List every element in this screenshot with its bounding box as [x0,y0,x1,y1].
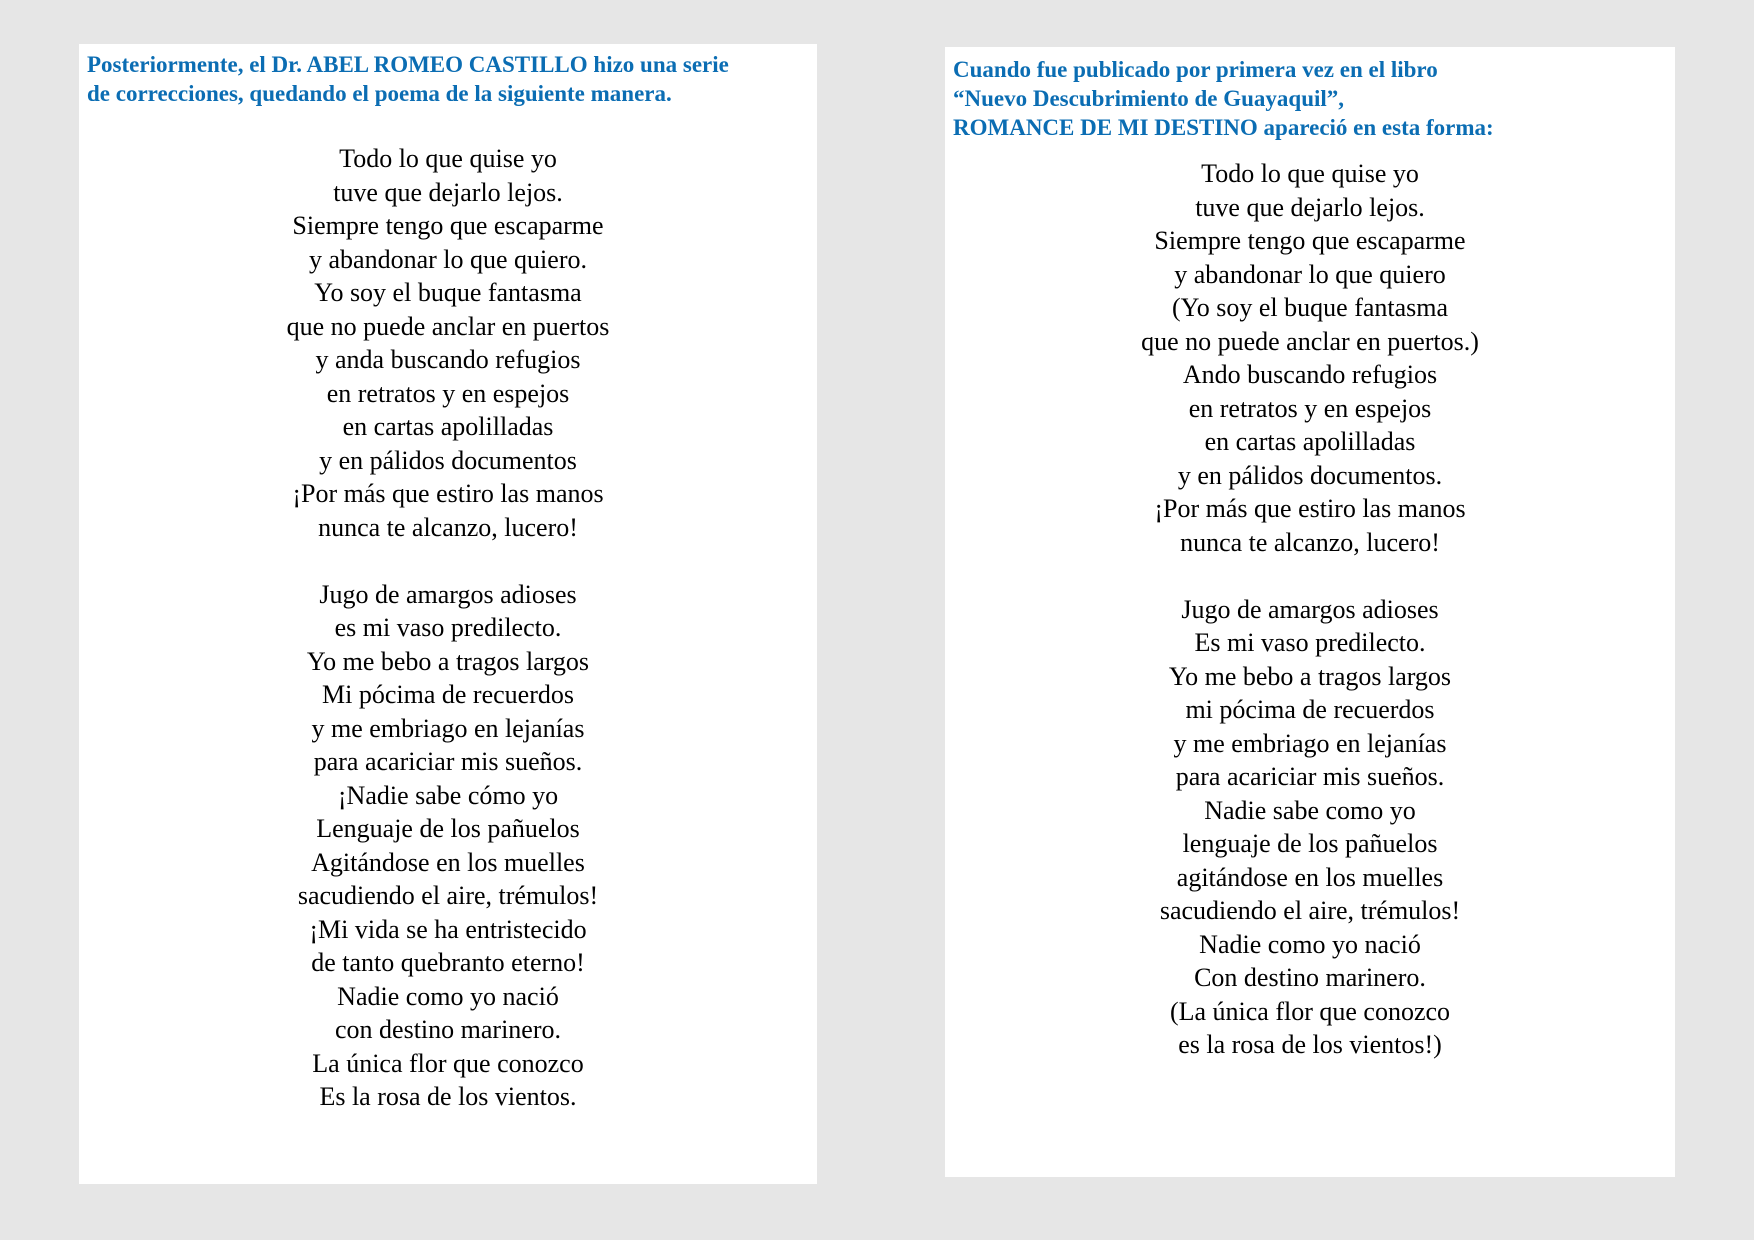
verse: Yo me bebo a tragos largos [306,646,590,676]
right-page [945,47,1675,1177]
verse: y anda buscando refugios [315,345,581,374]
verse: Jugo de amargos adioses [1181,594,1439,624]
verse: ¡Nadie sabe cómo yo [337,780,559,810]
verse: Con destino marinero. [1194,963,1426,992]
left-page [79,44,817,1184]
verse: (La única flor que conozco [1169,996,1451,1026]
verse: ¡Por más que estiro las manos [1154,494,1466,523]
stanza-2 [945,593,1675,1062]
heading-line: “Nuevo Descubrimiento de Guayaquil”, [953,86,1345,111]
verse: Es la rosa de los vientos. [319,1082,577,1111]
verse: y abandonar lo que quiero. [309,244,587,274]
left-poem [79,142,817,1114]
verse: que no puede anclar en puertos [286,311,610,341]
verse: y en pálidos documentos [319,445,577,475]
verse: Jugo de amargos adioses [319,579,577,609]
heading-line: Posteriormente, el Dr. ABEL ROMEO CASTILLO hizo una serie [87,52,729,77]
verse: ¡Mi vida se ha entristecido [309,914,587,944]
verse: en cartas apolilladas [1204,427,1416,456]
verse: La única flor que conozco [312,1048,584,1078]
verse: Lenguaje de los pañuelos [316,814,580,843]
heading-line: de correcciones, quedando el poema de la siguiente manera. [87,81,672,106]
verse: Es mi vaso predilecto. [1194,628,1426,657]
verse: Yo me bebo a tragos largos [1168,661,1452,691]
right-page-heading [953,55,1494,142]
heading-line: Cuando fue publicado por primera vez en el libro [953,57,1438,82]
verse: Todo lo que quise yo [339,144,557,173]
heading-line: ROMANCE DE MI DESTINO apareció en esta forma: [953,115,1494,140]
right-poem [945,157,1675,1062]
left-page-heading [87,50,729,108]
stanza-1 [945,157,1675,559]
verse: sacudiendo el aire, trémulos! [297,881,599,910]
verse: mi pócima de recuerdos [1185,695,1435,724]
verse: y abandonar lo que quiero [1174,259,1446,289]
verse: nunca te alcanzo, lucero! [1180,527,1440,557]
verse: en retratos y en espejos [1188,393,1432,423]
verse: Nadie como yo nació [1199,929,1421,959]
verse: que no puede anclar en puertos.) [1141,326,1479,356]
verse: de tanto quebranto eterno! [311,948,585,977]
verse: sacudiendo el aire, trémulos! [1159,896,1461,925]
verse: (Yo soy el buque fantasma [1171,293,1449,322]
verse: en cartas apolilladas [342,412,554,441]
verse: ¡Por más que estiro las manos [292,479,604,508]
verse: Yo soy el buque fantasma [314,278,582,307]
verse: tuve que dejarlo lejos. [333,177,563,207]
verse: Siempre tengo que escaparme [1154,226,1466,255]
verse: y me embriago en lejanías [1173,728,1447,758]
verse: y en pálidos documentos. [1177,460,1443,490]
verse: Todo lo que quise yo [1201,159,1419,188]
verse: tuve que dejarlo lejos. [1195,192,1425,222]
verse: para acariciar mis sueños. [313,747,583,776]
verse: con destino marinero. [335,1015,561,1044]
verse: es la rosa de los vientos!) [1178,1030,1442,1059]
verse: agitándose en los muelles [1176,862,1444,892]
verse: Nadie sabe como yo [1204,795,1416,825]
verse: y me embriago en lejanías [311,713,585,743]
verse: lenguaje de los pañuelos [1182,829,1438,858]
verse: es mi vaso predilecto. [334,613,562,642]
verse: para acariciar mis sueños. [1175,762,1445,791]
stanza-1 [79,142,817,544]
verse: Siempre tengo que escaparme [292,211,604,240]
verse: Mi pócima de recuerdos [322,680,574,709]
verse: nunca te alcanzo, lucero! [318,512,578,542]
verse: en retratos y en espejos [326,378,570,408]
verse: Nadie como yo nació [337,981,559,1011]
verse: Ando buscando refugios [1182,360,1438,389]
stanza-2 [79,578,817,1114]
verse: Agitándose en los muelles [311,847,585,877]
